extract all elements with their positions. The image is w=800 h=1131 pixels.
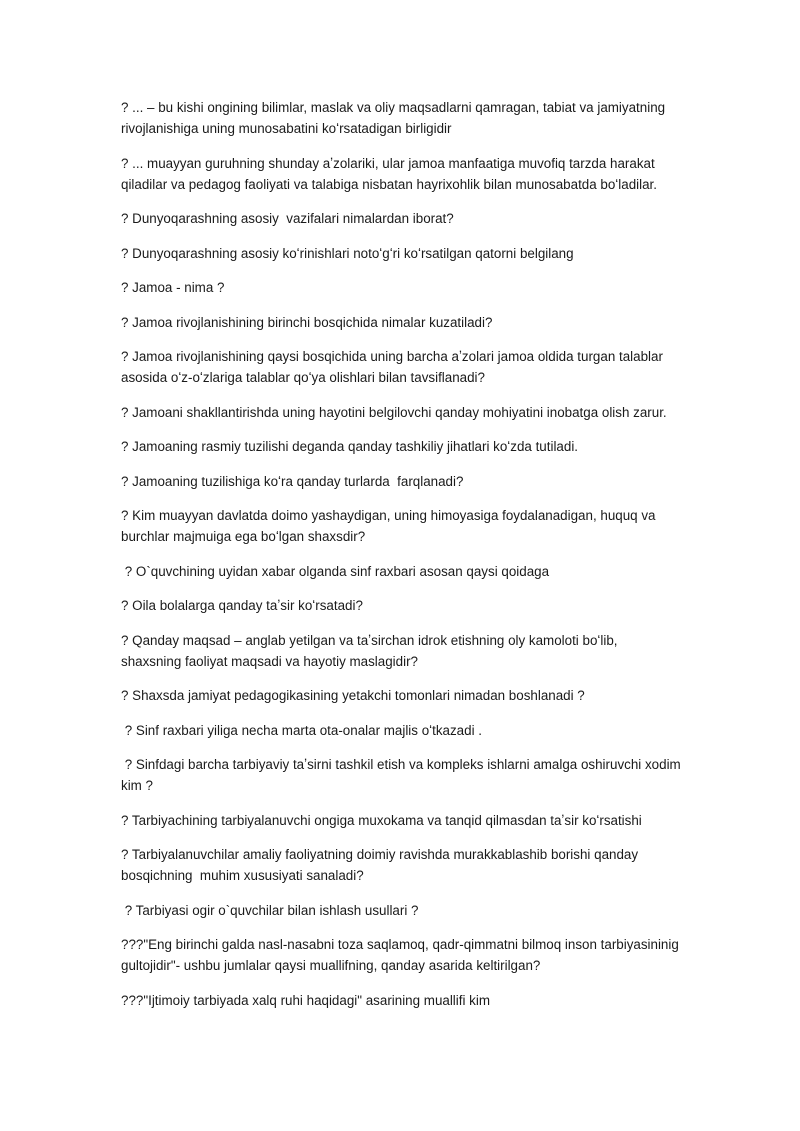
question-item: ? Qanday maqsad – anglab yetilgan va taʼsirchan idrok etishning oly kamoloti boʻlib, shaxsning faoliyat maqsadi va hayotiy maslagidir? — [121, 632, 622, 669]
question-item: ? ... – bu kishi ongining bilimlar, maslak va oliy maqsadlarni qamragan, tabiat va jamiyatning rivojlanishiga uning munosabatini koʻrsatadigan birligidir — [121, 100, 669, 136]
question-item: ? Kim muayyan davlatda doimo yashaydigan, uning himoyasiga foydalanadigan, huquq va burchlar majmuiga ega boʻlgan shaxsdir? — [121, 508, 660, 544]
question-item: ? Jamoaning rasmiy tuzilishi deganda qanday tashkiliy jihatlari koʻzda tutiladi. — [121, 439, 579, 454]
question-item: ? Sinf raxbari yiliga necha marta ota-onalar majlis oʻtkazadi . — [121, 722, 482, 738]
question-item: ? Oila bolalarga qanday taʼsir koʻrsatadi? — [121, 598, 363, 613]
question-item: ? Sinfdagi barcha tarbiyaviy taʼsirni tashkil etish va kompleks ishlarni amalga oshiruvchi xodim kim ? — [121, 757, 685, 793]
question-item: ???"Ijtimoiy tarbiyada xalq ruhi haqidagi" asarining muallifi kim — [121, 992, 491, 1008]
question-item: ???"Eng birinchi galda nasl-nasabni toza saqlamoq, qadr-qimmatni bilmoq inson tarbiyasininig gultojidir"- ushbu jumlalar qaysi muallifning, qanday asarida keltirilgan? — [121, 937, 683, 973]
question-item: ? Tarbiyachining tarbiyalanuvchi ongiga muxokama va tanqid qilmasdan taʼsir koʻrsatishi — [121, 812, 642, 828]
question-item: ? Jamoa rivojlanishining birinchi bosqichida nimalar kuzatiladi? — [121, 314, 493, 330]
question-item: ? Tarbiyasi ogir o`quvchilar bilan ishlash usullari ? — [121, 902, 419, 918]
question-item: ? Jamoani shakllantirishda uning hayotini belgilovchi qanday mohiyatini inobatga olish zarur. — [121, 404, 667, 420]
question-item: ? Dunyoqarashning asosiy vazifalari nimalardan iborat? — [121, 211, 454, 226]
question-item: ? Dunyoqarashning asosiy koʻrinishlari notoʻgʻri koʻrsatilgan qatorni belgilang — [121, 245, 574, 261]
question-item: ? Jamoa rivojlanishining qaysi bosqichida uning barcha aʼzolari jamoa oldida turgan talablar asosida oʻz-oʻzlariga talablar qoʻya olishlari bilan tavsiflanadi? — [121, 349, 667, 385]
question-item: ? Jamoaning tuzilishiga koʻra qanday turlarda farqlanadi? — [121, 473, 464, 489]
question-item: ? Shaxsda jamiyat pedagogikasining yetakchi tomonlari nimadan boshlanadi ? — [121, 688, 585, 703]
question-item: ? ... muayyan guruhning shunday aʼzolariki, ular jamoa manfaatiga muvofiq tarzda harakat qiladilar va pedagog faoliyati va talabiga nisbatan hayrixohlik bilan munosabatda boʻladilar. — [121, 155, 659, 192]
question-item: ? Tarbiyalanuvchilar amaliy faoliyatning doimiy ravishda murakkablashib borishi qanday bosqichning muhim xususiyati sanaladi? — [121, 847, 642, 883]
document-page — [121, 97, 685, 1024]
question-item: ? O`quvchining uyidan xabar olganda sinf raxbari asosan qaysi qoidaga — [121, 563, 550, 579]
question-item: ? Jamoa - nima ? — [121, 280, 225, 295]
